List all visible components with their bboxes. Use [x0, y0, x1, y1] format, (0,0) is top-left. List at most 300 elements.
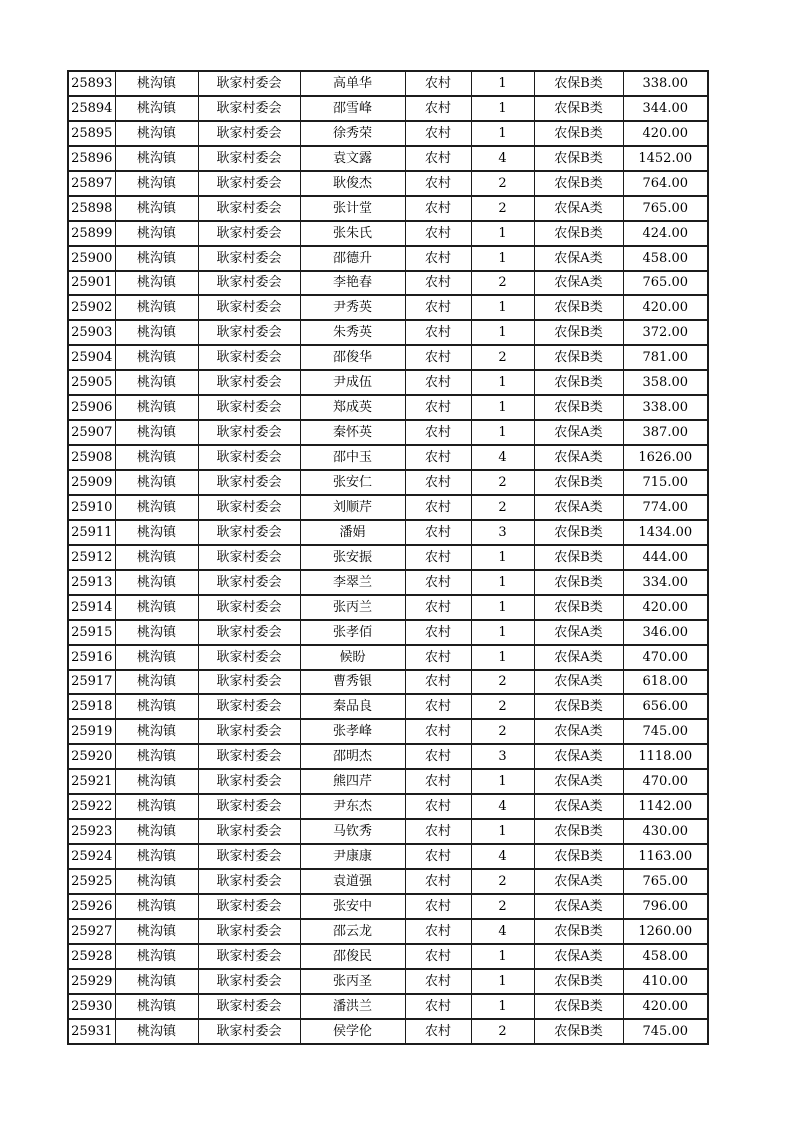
table-row — [68, 171, 708, 196]
cell-village: 耿家村委会 — [198, 445, 300, 470]
cell-residence: 农村 — [405, 595, 471, 620]
cell-residence: 农村 — [405, 670, 471, 695]
cell-residence: 农村 — [405, 919, 471, 944]
cell-id: 25907 — [68, 420, 115, 445]
cell-id: 25898 — [68, 196, 115, 221]
cell-town: 桃沟镇 — [115, 320, 198, 345]
cell-name: 邵云龙 — [300, 919, 405, 944]
cell-category: 农保B类 — [534, 595, 623, 620]
cell-id: 25922 — [68, 794, 115, 819]
cell-residence: 农村 — [405, 719, 471, 744]
cell-residence: 农村 — [405, 146, 471, 171]
cell-town: 桃沟镇 — [115, 794, 198, 819]
cell-residence: 农村 — [405, 295, 471, 320]
cell-village: 耿家村委会 — [198, 71, 300, 96]
cell-residence: 农村 — [405, 495, 471, 520]
cell-residence: 农村 — [405, 744, 471, 769]
cell-amount: 618.00 — [623, 670, 708, 695]
cell-category: 农保A类 — [534, 894, 623, 919]
cell-name: 秦品良 — [300, 694, 405, 719]
cell-town: 桃沟镇 — [115, 919, 198, 944]
table-row — [68, 994, 708, 1019]
cell-residence: 农村 — [405, 345, 471, 370]
cell-count: 1 — [471, 121, 534, 146]
cell-name: 徐秀荣 — [300, 121, 405, 146]
cell-village: 耿家村委会 — [198, 395, 300, 420]
cell-count: 1 — [471, 295, 534, 320]
cell-category: 农保A类 — [534, 196, 623, 221]
cell-category: 农保B类 — [534, 295, 623, 320]
cell-amount: 346.00 — [623, 620, 708, 645]
cell-category: 农保A类 — [534, 869, 623, 894]
cell-name: 尹秀英 — [300, 295, 405, 320]
cell-amount: 470.00 — [623, 645, 708, 670]
cell-village: 耿家村委会 — [198, 894, 300, 919]
cell-residence: 农村 — [405, 794, 471, 819]
cell-id: 25923 — [68, 819, 115, 844]
cell-village: 耿家村委会 — [198, 171, 300, 196]
table-row — [68, 146, 708, 171]
cell-village: 耿家村委会 — [198, 246, 300, 271]
cell-id: 25914 — [68, 595, 115, 620]
cell-name: 马钦秀 — [300, 819, 405, 844]
cell-category: 农保A类 — [534, 744, 623, 769]
table-row — [68, 570, 708, 595]
cell-amount: 715.00 — [623, 470, 708, 495]
cell-town: 桃沟镇 — [115, 271, 198, 296]
table-row — [68, 969, 708, 994]
cell-town: 桃沟镇 — [115, 694, 198, 719]
cell-category: 农保B类 — [534, 969, 623, 994]
cell-count: 4 — [471, 445, 534, 470]
cell-count: 1 — [471, 545, 534, 570]
cell-category: 农保B类 — [534, 844, 623, 869]
cell-count: 3 — [471, 520, 534, 545]
cell-village: 耿家村委会 — [198, 420, 300, 445]
cell-village: 耿家村委会 — [198, 670, 300, 695]
cell-name: 熊四芹 — [300, 769, 405, 794]
table-row — [68, 320, 708, 345]
cell-town: 桃沟镇 — [115, 595, 198, 620]
cell-amount: 338.00 — [623, 71, 708, 96]
cell-residence: 农村 — [405, 994, 471, 1019]
cell-residence: 农村 — [405, 694, 471, 719]
cell-category: 农保B类 — [534, 520, 623, 545]
cell-name: 张丙兰 — [300, 595, 405, 620]
cell-amount: 387.00 — [623, 420, 708, 445]
cell-amount: 745.00 — [623, 719, 708, 744]
cell-name: 郑成英 — [300, 395, 405, 420]
cell-name: 曹秀银 — [300, 670, 405, 695]
cell-residence: 农村 — [405, 221, 471, 246]
cell-village: 耿家村委会 — [198, 794, 300, 819]
cell-count: 1 — [471, 395, 534, 420]
cell-residence: 农村 — [405, 470, 471, 495]
cell-amount: 765.00 — [623, 869, 708, 894]
cell-category: 农保A类 — [534, 271, 623, 296]
cell-category: 农保B类 — [534, 171, 623, 196]
cell-village: 耿家村委会 — [198, 844, 300, 869]
cell-id: 25903 — [68, 320, 115, 345]
cell-village: 耿家村委会 — [198, 769, 300, 794]
cell-name: 袁道强 — [300, 869, 405, 894]
cell-village: 耿家村委会 — [198, 645, 300, 670]
cell-residence: 农村 — [405, 844, 471, 869]
cell-amount: 1626.00 — [623, 445, 708, 470]
cell-village: 耿家村委会 — [198, 320, 300, 345]
cell-name: 张安振 — [300, 545, 405, 570]
cell-town: 桃沟镇 — [115, 420, 198, 445]
cell-town: 桃沟镇 — [115, 1019, 198, 1044]
cell-town: 桃沟镇 — [115, 196, 198, 221]
cell-amount: 410.00 — [623, 969, 708, 994]
cell-town: 桃沟镇 — [115, 395, 198, 420]
cell-residence: 农村 — [405, 894, 471, 919]
cell-town: 桃沟镇 — [115, 345, 198, 370]
table-row — [68, 819, 708, 844]
cell-name: 潘洪兰 — [300, 994, 405, 1019]
cell-category: 农保B类 — [534, 1019, 623, 1044]
cell-name: 朱秀英 — [300, 320, 405, 345]
cell-amount: 1163.00 — [623, 844, 708, 869]
cell-village: 耿家村委会 — [198, 944, 300, 969]
cell-village: 耿家村委会 — [198, 146, 300, 171]
cell-residence: 农村 — [405, 121, 471, 146]
cell-village: 耿家村委会 — [198, 744, 300, 769]
cell-category: 农保B类 — [534, 994, 623, 1019]
cell-village: 耿家村委会 — [198, 271, 300, 296]
cell-name: 刘顺芹 — [300, 495, 405, 520]
cell-name: 邵中玉 — [300, 445, 405, 470]
cell-category: 农保A类 — [534, 794, 623, 819]
cell-town: 桃沟镇 — [115, 370, 198, 395]
cell-amount: 1452.00 — [623, 146, 708, 171]
cell-name: 候盼 — [300, 645, 405, 670]
cell-residence: 农村 — [405, 171, 471, 196]
cell-count: 2 — [471, 869, 534, 894]
cell-category: 农保B类 — [534, 370, 623, 395]
cell-name: 张朱氏 — [300, 221, 405, 246]
table-row — [68, 919, 708, 944]
cell-id: 25910 — [68, 495, 115, 520]
cell-town: 桃沟镇 — [115, 146, 198, 171]
cell-id: 25896 — [68, 146, 115, 171]
cell-town: 桃沟镇 — [115, 670, 198, 695]
cell-count: 1 — [471, 420, 534, 445]
table-row — [68, 271, 708, 296]
cell-residence: 农村 — [405, 196, 471, 221]
cell-village: 耿家村委会 — [198, 969, 300, 994]
cell-count: 1 — [471, 645, 534, 670]
cell-town: 桃沟镇 — [115, 869, 198, 894]
table-row — [68, 445, 708, 470]
table-row — [68, 844, 708, 869]
cell-id: 25905 — [68, 370, 115, 395]
cell-village: 耿家村委会 — [198, 919, 300, 944]
cell-residence: 农村 — [405, 520, 471, 545]
cell-name: 邵德升 — [300, 246, 405, 271]
cell-residence: 农村 — [405, 445, 471, 470]
cell-name: 邵明杰 — [300, 744, 405, 769]
cell-name: 张安中 — [300, 894, 405, 919]
cell-amount: 656.00 — [623, 694, 708, 719]
cell-amount: 344.00 — [623, 96, 708, 121]
cell-count: 4 — [471, 794, 534, 819]
cell-id: 25909 — [68, 470, 115, 495]
cell-count: 2 — [471, 470, 534, 495]
table-row — [68, 894, 708, 919]
cell-village: 耿家村委会 — [198, 470, 300, 495]
payment-records-table — [67, 70, 709, 1045]
cell-id: 25931 — [68, 1019, 115, 1044]
cell-id: 25929 — [68, 969, 115, 994]
cell-id: 25901 — [68, 271, 115, 296]
cell-category: 农保B类 — [534, 320, 623, 345]
cell-name: 尹东杰 — [300, 794, 405, 819]
cell-id: 25915 — [68, 620, 115, 645]
cell-name: 邵雪峰 — [300, 96, 405, 121]
cell-town: 桃沟镇 — [115, 121, 198, 146]
cell-category: 农保B类 — [534, 545, 623, 570]
cell-town: 桃沟镇 — [115, 944, 198, 969]
cell-town: 桃沟镇 — [115, 295, 198, 320]
cell-residence: 农村 — [405, 370, 471, 395]
cell-id: 25927 — [68, 919, 115, 944]
cell-residence: 农村 — [405, 420, 471, 445]
cell-town: 桃沟镇 — [115, 71, 198, 96]
cell-town: 桃沟镇 — [115, 495, 198, 520]
cell-town: 桃沟镇 — [115, 520, 198, 545]
cell-count: 2 — [471, 719, 534, 744]
cell-count: 1 — [471, 246, 534, 271]
cell-town: 桃沟镇 — [115, 819, 198, 844]
cell-name: 高单华 — [300, 71, 405, 96]
table-row — [68, 769, 708, 794]
cell-id: 25895 — [68, 121, 115, 146]
cell-id: 25908 — [68, 445, 115, 470]
cell-id: 25926 — [68, 894, 115, 919]
cell-category: 农保A类 — [534, 769, 623, 794]
cell-town: 桃沟镇 — [115, 570, 198, 595]
table-body — [68, 71, 708, 1044]
cell-count: 2 — [471, 345, 534, 370]
table-row — [68, 395, 708, 420]
cell-village: 耿家村委会 — [198, 719, 300, 744]
table-row — [68, 470, 708, 495]
cell-count: 1 — [471, 595, 534, 620]
cell-town: 桃沟镇 — [115, 645, 198, 670]
table-row — [68, 96, 708, 121]
cell-village: 耿家村委会 — [198, 121, 300, 146]
cell-id: 25916 — [68, 645, 115, 670]
cell-count: 2 — [471, 1019, 534, 1044]
cell-town: 桃沟镇 — [115, 719, 198, 744]
cell-count: 1 — [471, 819, 534, 844]
cell-id: 25894 — [68, 96, 115, 121]
cell-category: 农保A类 — [534, 246, 623, 271]
cell-id: 25912 — [68, 545, 115, 570]
cell-amount: 420.00 — [623, 295, 708, 320]
cell-category: 农保A类 — [534, 445, 623, 470]
cell-name: 袁文露 — [300, 146, 405, 171]
cell-id: 25904 — [68, 345, 115, 370]
cell-village: 耿家村委会 — [198, 345, 300, 370]
cell-count: 4 — [471, 844, 534, 869]
cell-id: 25902 — [68, 295, 115, 320]
table-row — [68, 420, 708, 445]
cell-residence: 农村 — [405, 71, 471, 96]
table-row — [68, 670, 708, 695]
cell-village: 耿家村委会 — [198, 595, 300, 620]
cell-name: 张计堂 — [300, 196, 405, 221]
cell-category: 农保A类 — [534, 420, 623, 445]
table-row — [68, 744, 708, 769]
cell-village: 耿家村委会 — [198, 1019, 300, 1044]
cell-count: 1 — [471, 969, 534, 994]
cell-id: 25921 — [68, 769, 115, 794]
cell-category: 农保A类 — [534, 495, 623, 520]
cell-category: 农保B类 — [534, 121, 623, 146]
cell-amount: 372.00 — [623, 320, 708, 345]
cell-amount: 774.00 — [623, 495, 708, 520]
cell-name: 李翠兰 — [300, 570, 405, 595]
cell-category: 农保B类 — [534, 345, 623, 370]
table-row — [68, 495, 708, 520]
cell-category: 农保A类 — [534, 620, 623, 645]
cell-count: 2 — [471, 894, 534, 919]
cell-residence: 农村 — [405, 271, 471, 296]
cell-town: 桃沟镇 — [115, 246, 198, 271]
table-row — [68, 246, 708, 271]
cell-residence: 农村 — [405, 819, 471, 844]
cell-residence: 农村 — [405, 246, 471, 271]
cell-name: 侯学伦 — [300, 1019, 405, 1044]
cell-village: 耿家村委会 — [198, 295, 300, 320]
cell-residence: 农村 — [405, 769, 471, 794]
cell-count: 2 — [471, 495, 534, 520]
cell-id: 25925 — [68, 869, 115, 894]
cell-id: 25897 — [68, 171, 115, 196]
cell-category: 农保B类 — [534, 919, 623, 944]
cell-amount: 430.00 — [623, 819, 708, 844]
cell-name: 潘娟 — [300, 520, 405, 545]
cell-amount: 1118.00 — [623, 744, 708, 769]
cell-count: 1 — [471, 570, 534, 595]
table-row — [68, 694, 708, 719]
cell-residence: 农村 — [405, 545, 471, 570]
cell-residence: 农村 — [405, 869, 471, 894]
cell-village: 耿家村委会 — [198, 869, 300, 894]
table-row — [68, 595, 708, 620]
cell-count: 3 — [471, 744, 534, 769]
cell-amount: 1434.00 — [623, 520, 708, 545]
table-row — [68, 869, 708, 894]
table-row — [68, 645, 708, 670]
table-row — [68, 719, 708, 744]
cell-count: 2 — [471, 694, 534, 719]
cell-amount: 781.00 — [623, 345, 708, 370]
cell-town: 桃沟镇 — [115, 96, 198, 121]
cell-amount: 796.00 — [623, 894, 708, 919]
cell-village: 耿家村委会 — [198, 221, 300, 246]
cell-id: 25893 — [68, 71, 115, 96]
table-row — [68, 1019, 708, 1044]
cell-town: 桃沟镇 — [115, 445, 198, 470]
cell-count: 2 — [471, 196, 534, 221]
cell-town: 桃沟镇 — [115, 470, 198, 495]
cell-count: 2 — [471, 670, 534, 695]
cell-id: 25900 — [68, 246, 115, 271]
cell-village: 耿家村委会 — [198, 570, 300, 595]
cell-name: 邵俊华 — [300, 345, 405, 370]
cell-category: 农保B类 — [534, 221, 623, 246]
cell-category: 农保B类 — [534, 71, 623, 96]
cell-residence: 农村 — [405, 1019, 471, 1044]
cell-id: 25906 — [68, 395, 115, 420]
cell-count: 4 — [471, 146, 534, 171]
table-row — [68, 794, 708, 819]
cell-town: 桃沟镇 — [115, 994, 198, 1019]
cell-category: 农保B类 — [534, 570, 623, 595]
cell-count: 1 — [471, 320, 534, 345]
cell-id: 25918 — [68, 694, 115, 719]
cell-town: 桃沟镇 — [115, 744, 198, 769]
cell-id: 25919 — [68, 719, 115, 744]
cell-amount: 745.00 — [623, 1019, 708, 1044]
cell-amount: 338.00 — [623, 395, 708, 420]
cell-amount: 420.00 — [623, 121, 708, 146]
cell-amount: 1260.00 — [623, 919, 708, 944]
cell-town: 桃沟镇 — [115, 769, 198, 794]
cell-category: 农保A类 — [534, 645, 623, 670]
cell-village: 耿家村委会 — [198, 495, 300, 520]
cell-amount: 458.00 — [623, 944, 708, 969]
cell-count: 1 — [471, 769, 534, 794]
cell-residence: 农村 — [405, 570, 471, 595]
cell-amount: 470.00 — [623, 769, 708, 794]
table-row — [68, 370, 708, 395]
cell-name: 李艳春 — [300, 271, 405, 296]
table-row — [68, 221, 708, 246]
cell-amount: 1142.00 — [623, 794, 708, 819]
cell-name: 邵俊民 — [300, 944, 405, 969]
cell-residence: 农村 — [405, 944, 471, 969]
cell-id: 25913 — [68, 570, 115, 595]
cell-id: 25911 — [68, 520, 115, 545]
cell-name: 张安仁 — [300, 470, 405, 495]
cell-village: 耿家村委会 — [198, 370, 300, 395]
cell-amount: 424.00 — [623, 221, 708, 246]
cell-name: 耿俊杰 — [300, 171, 405, 196]
cell-residence: 农村 — [405, 969, 471, 994]
cell-town: 桃沟镇 — [115, 221, 198, 246]
cell-count: 1 — [471, 370, 534, 395]
cell-village: 耿家村委会 — [198, 819, 300, 844]
cell-category: 农保B类 — [534, 146, 623, 171]
table-row — [68, 295, 708, 320]
cell-town: 桃沟镇 — [115, 894, 198, 919]
table-row — [68, 345, 708, 370]
cell-amount: 764.00 — [623, 171, 708, 196]
cell-category: 农保B类 — [534, 819, 623, 844]
table-row — [68, 520, 708, 545]
cell-village: 耿家村委会 — [198, 620, 300, 645]
cell-village: 耿家村委会 — [198, 545, 300, 570]
cell-residence: 农村 — [405, 645, 471, 670]
cell-name: 秦怀英 — [300, 420, 405, 445]
cell-category: 农保B类 — [534, 694, 623, 719]
cell-category: 农保B类 — [534, 395, 623, 420]
